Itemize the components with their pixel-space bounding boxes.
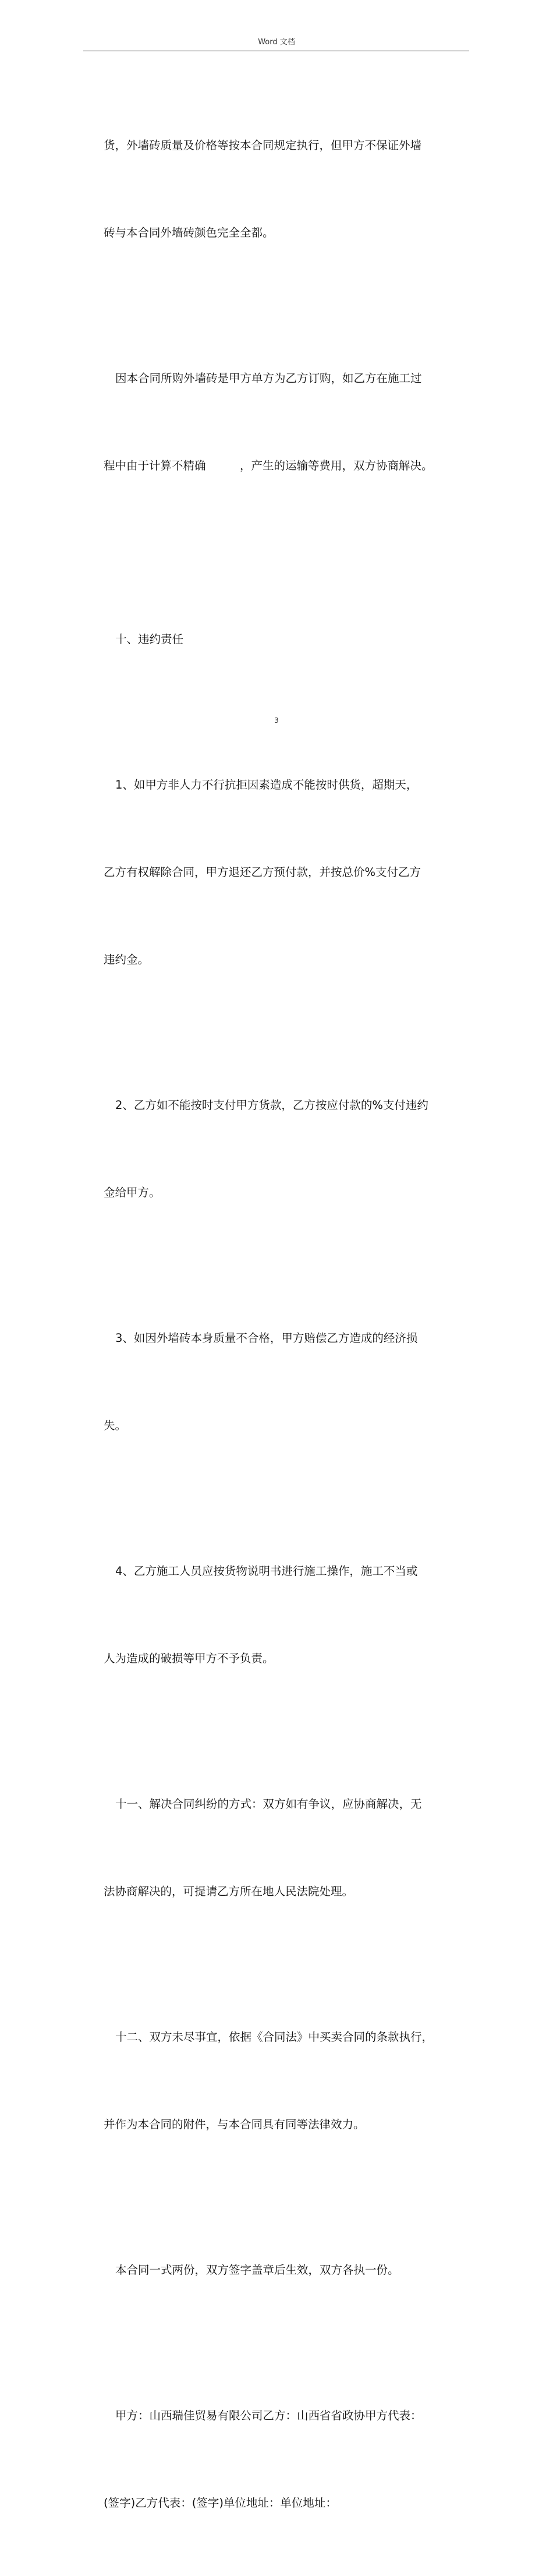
text-line: 因本合同所购外墙砖是甲方单方为乙方订购，如乙方在施工过	[115, 372, 422, 385]
clause-2	[104, 1033, 476, 1266]
text-line: 2、乙方如不能按时支付甲方货款，乙方按应付款的%支付违约	[115, 1098, 428, 1112]
paragraph-copies	[104, 2197, 476, 2343]
paragraph-goods-quality	[104, 73, 476, 306]
text-line: 十二、双方未尽事宜，依据《合同法》中买卖合同的条款执行，	[115, 2030, 434, 2044]
clause-1	[104, 712, 476, 1033]
text-line: 乙方有权解除合同，甲方退还乙方预付款，并按总价%支付乙方	[104, 865, 421, 879]
text-line: 3、如因外墙砖本身质量不合格，甲方赔偿乙方造成的经济损	[115, 1331, 418, 1345]
clause-3	[104, 1266, 476, 1499]
text-line: 程中由于计算不精确 ，产生的运输等费用，双方协商解决。	[104, 459, 433, 472]
text-line: 违约金。	[104, 953, 150, 966]
text-line: 本合同一式两份，双方签字盖章后生效，双方各执一份。	[115, 2263, 399, 2277]
text-line: 法协商解决的，可提请乙方所在地人民法院处理。	[104, 1885, 354, 1898]
text-line: 并作为本合同的附件，与本合同具有同等法律效力。	[104, 2118, 365, 2131]
text-line: 金给甲方。	[104, 1186, 161, 1199]
document-body	[104, 73, 476, 2576]
paragraph-order-cost	[104, 306, 476, 539]
text-line: (签字)乙方代表：(签字)单位地址：单位地址：	[104, 2496, 337, 2510]
text-line: 十一、解决合同纠纷的方式：双方如有争议，应协商解决，无	[115, 1797, 422, 1811]
text-line: 货，外墙砖质量及价格等按本合同规定执行，但甲方不保证外墙	[104, 139, 422, 152]
section-heading-breach	[104, 567, 476, 712]
paragraph-signatures	[104, 2343, 476, 2576]
page-number: 3	[274, 716, 279, 725]
text-line: 1、如甲方非人力不行抗拒因素造成不能按时供货，超期天，	[115, 778, 418, 791]
section-dispute-resolution	[104, 1732, 476, 1964]
text-line: 失。	[104, 1419, 127, 1432]
text-line: 人为造成的破损等甲方不予负责。	[104, 1652, 274, 1665]
paragraph-spacer	[104, 539, 476, 567]
page-header: Word 文档	[258, 38, 295, 47]
text-line: 甲方：山西瑞佳贸易有限公司乙方：山西省省政协甲方代表：	[115, 2409, 422, 2422]
clause-4	[104, 1499, 476, 1732]
text-line: 4、乙方施工人员应按货物说明书进行施工操作，施工不当或	[115, 1564, 418, 1578]
text-line: 十、违约责任	[115, 632, 184, 646]
text-line: 砖与本合同外墙砖颜色完全全都。	[104, 226, 274, 239]
section-unresolved-matters	[104, 1964, 476, 2197]
